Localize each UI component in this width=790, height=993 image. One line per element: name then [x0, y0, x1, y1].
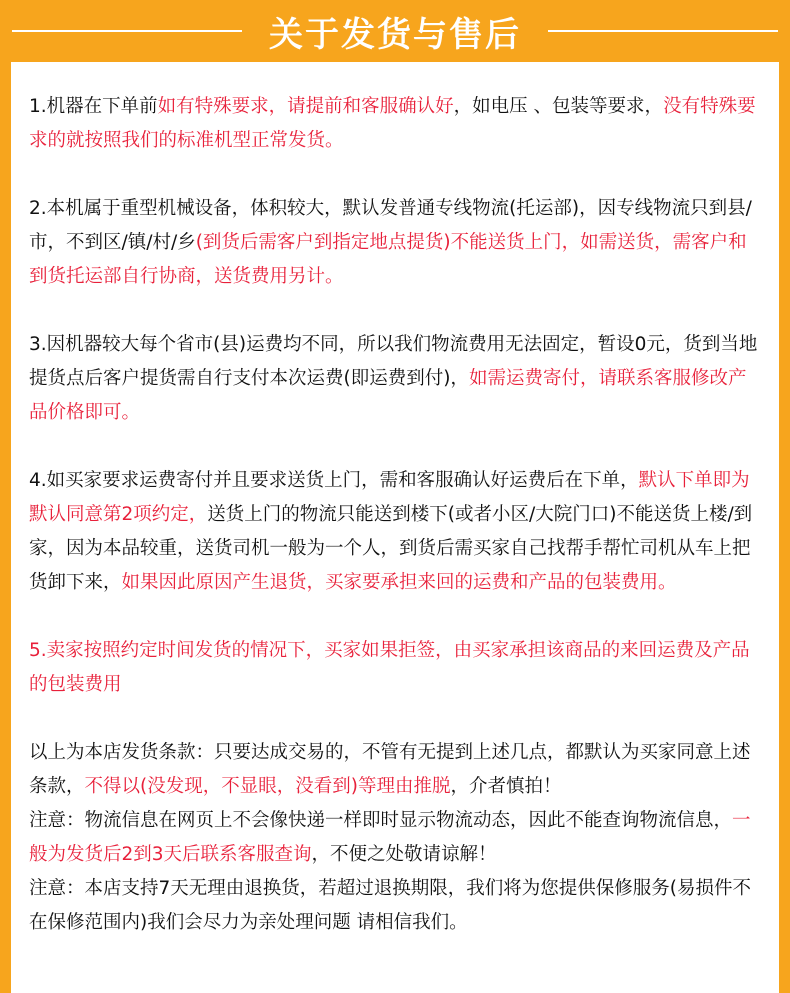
p7-text-c: ，不便之处敬请谅解！	[311, 844, 497, 865]
paragraph-3	[29, 328, 762, 430]
header	[0, 0, 790, 62]
p3-text-a: 3.因机器较大每个省市(县)运费均不同，所以我们物流费用无法固定，暂设0元，货到当地提货点后客户提货需自行支付本次运费(即运费到付)，	[29, 334, 758, 389]
header-line-left	[12, 30, 242, 32]
p2-highlight-b: (到货后需客户到指定地点提货)不能送货上门，如需送货，需客户和到货托运部自行协商，送货费用另计。	[29, 232, 747, 287]
p1-highlight-d: 没有特殊要求的就按照我们的标准机型正常发货。	[29, 96, 756, 151]
p1-highlight-b: 如有特殊要求，请提前和客服确认好	[157, 96, 454, 117]
paragraph-8	[29, 872, 762, 940]
paragraph-1	[29, 90, 762, 158]
p4-text-c: 送货上门的物流只能送到楼下(或者小区/大院门口)不能送货上楼/到家，因为本品较重，送货司机一般为一个人，到货后需买家自己找帮手帮忙司机从车上把货卸下来，	[29, 504, 753, 593]
p6-highlight-b: 不得以(没发现，不显眼，没看到)等理由推脱	[84, 776, 451, 797]
p3-highlight-b: 如需运费寄付，请联系客服修改产品价格即可。	[29, 368, 747, 423]
spacer	[29, 294, 762, 328]
p5-highlight-a: 5.卖家按照约定时间发货的情况下，买家如果拒签，由买家承担该商品的来回运费及产品的包装费用	[29, 640, 750, 695]
paragraph-4	[29, 464, 762, 600]
p4-highlight-b: 默认下单即为默认同意第2项约定，	[29, 470, 750, 525]
p7-text-a: 注意：物流信息在网页上不会像快递一样即时显示物流动态，因此不能查询物流信息，	[29, 810, 733, 831]
p7-highlight-b: 一般为发货后2到3天后联系客服查询	[29, 810, 751, 865]
p2-text-a: 2.本机属于重型机械设备，体积较大，默认发普通专线物流(托运部)，因专线物流只到县/市，不到区/镇/村/乡	[29, 198, 752, 253]
content-panel	[11, 62, 779, 993]
p6-text-a: 以上为本店发货条款：只要达成交易的，不管有无提到上述几点，都默认为买家同意上述条款，	[29, 742, 751, 797]
page-title: 关于发货与售后	[269, 14, 521, 55]
header-line-right	[548, 30, 778, 32]
p4-highlight-d: 如果因此原因产生退货，买家要承担来回的运费和产品的包装费用。	[121, 572, 677, 593]
spacer	[29, 158, 762, 192]
paragraph-7	[29, 804, 762, 872]
paragraph-5	[29, 634, 762, 702]
p8-text-a: 注意：本店支持7天无理由退换货，若超过退换期限，我们将为您提供保修服务(易损件不在保修范围内)我们会尽力为亲处理问题 请相信我们。	[29, 878, 751, 933]
spacer	[29, 430, 762, 464]
paragraph-2	[29, 192, 762, 294]
paragraph-6	[29, 736, 762, 804]
spacer	[29, 600, 762, 634]
p4-text-a: 4.如买家要求运费寄付并且要求送货上门，需和客服确认好运费后在下单，	[29, 470, 639, 491]
spacer	[29, 702, 762, 736]
p1-text-a: 1.机器在下单前	[29, 96, 158, 117]
p1-text-c: ，如电压 、包装等要求，	[453, 96, 664, 117]
p6-text-c: ，介者慎拍！	[450, 776, 562, 797]
